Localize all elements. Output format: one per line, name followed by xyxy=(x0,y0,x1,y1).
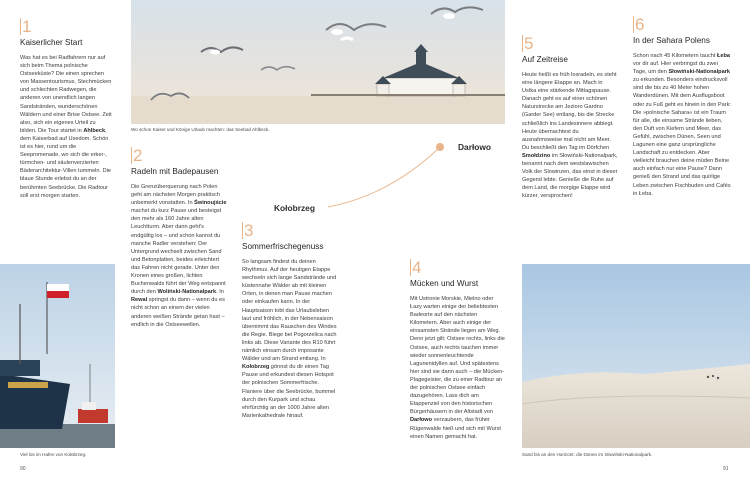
route-map xyxy=(320,135,460,225)
harbour-illustration xyxy=(0,264,115,448)
text-run: im Słowiński-Nationalpark, benannt nach dem westslawischen Volk der Slowinzen, das einst in dieser Gegend lebte. Genieße die Ruhe auf dem Land, die morgige Etappe wird kürzer, versprochen! xyxy=(522,152,618,200)
text-run: machst du kurz Pause und besteigst den mehr als 160 Jahre alten Leuchtturm. Aber dann geht's endgültig los – und schon kannst du manche Radler verstehen: Der Untergrund wechselt zwischen Sand und Betonplatten, beides erleichtert das Fahren nicht gerade. Unter den Kronen eines großen, lichten Buchenwalds führt der Weg entspannt durch den xyxy=(131,208,226,296)
paragraph xyxy=(131,183,227,329)
route-point-darlowo xyxy=(436,143,444,151)
text-run: Heute heißt es früh losradeln, es steht eine längere Etappe an. Mach in Ustka eine stärkende Mittagspause. Danach geht es auf einer schönen Naturstrecke am Jezioro Gardno (Garder See) entlang, bis die Strecke schließlich ins Landesinnere abbiegt. Heute übernachtest du ausnahmsweise mal nicht am Meer. Du beschließt den Tag im Dörfchen xyxy=(522,72,617,151)
place-name: Łeba xyxy=(716,53,731,59)
caption-left: Viel los im Hafen von Kołobrzeg. xyxy=(20,452,87,457)
text-run: . In xyxy=(216,289,224,296)
text-run: Schon nach 45 Kilometern taucht xyxy=(633,53,717,59)
section-body xyxy=(131,183,227,329)
section-body xyxy=(242,258,338,420)
section-title: Sommerfrischegenuss xyxy=(242,242,324,251)
section-6 xyxy=(633,16,731,198)
section-title: Auf Zeitreise xyxy=(522,55,568,64)
section-5 xyxy=(522,35,618,201)
photo-slowinski-dunes xyxy=(522,264,750,448)
section-number: 1 xyxy=(22,17,32,36)
section-body xyxy=(410,295,506,441)
text-run: verzaubern, das früher Rügenwalde hieß und sich mit Wurst einen Namen gemacht hat. xyxy=(410,417,501,440)
section-body xyxy=(522,71,618,201)
text-run: Die Grenzüberquerung nach Polen geht am nächsten Morgen praktisch unbemerkt vonstatten. In xyxy=(131,184,220,207)
route-line xyxy=(328,147,440,207)
place-name: Kołobrzeg xyxy=(242,364,270,371)
section-title: Radeln mit Badepausen xyxy=(131,167,219,176)
paragraph xyxy=(410,295,506,441)
map-label-darlowo: Darłowo xyxy=(458,142,492,152)
text-run: , dem Kaiserbad auf Usedom. Schön ist es hier, rund um die Seepromenade, wo sich die erker-, türmchen- und säulenverzierten Bäderarchitektur-Villen tummeln. Die blaue Stunde erlebst du an der berühmten Seebrücke. Die Radtour soll erst morgen starten. xyxy=(20,127,111,199)
section-number: 3 xyxy=(244,221,254,240)
text-run: gönnst du dir einen Tag Pause und erkundest diesen Hotspot der polnischen Sommerfrische. Flaniere über die Seebrücke, bummel durch den Kurpark und schau ehrfürchtig an der 1000 Jahre alten Marienkathedrale hinauf. xyxy=(242,364,336,419)
place-name: Świnoujście xyxy=(194,200,227,207)
place-name: Rewal xyxy=(131,297,148,304)
section-number: 5 xyxy=(524,34,534,53)
paragraph xyxy=(20,54,112,200)
map-label-kolobrzeg: Kołobrzeg xyxy=(274,203,315,213)
dunes-illustration xyxy=(522,264,750,448)
paragraph xyxy=(522,71,618,201)
paragraph xyxy=(242,258,338,420)
place-name: Słowiński-Nationalpark xyxy=(668,69,730,76)
text-run: vor dir auf. Hier verbringst du zwei Tage, um den xyxy=(633,61,718,76)
photo-ahlbeck-pier xyxy=(131,0,505,124)
section-body xyxy=(20,54,112,200)
page-number-left: 90 xyxy=(20,466,26,472)
section-3 xyxy=(242,222,338,420)
section-number: 4 xyxy=(412,258,422,277)
text-run: Mit Ustronie Morskie, Mielno oder Łazy warten einige der beliebtesten Badeorte auf den nächsten Kilometern. Aber auch einige der einsamsten Strände liegen am Weg. Denn jetzt gilt: Ostsee rechts, links die Ostsee, auch rechts tauchen immer wieder sonnenleuchtende Lagunenidyllen auf. Und spätestens hier sind sie dann auch – die Mücken-Plagegeister, die zu einer Radtour an der polnischen Ostsee einfach dazugehören. Lass dich am Etappenziel von den historischen Bürgerhäusern in der Altstadt von xyxy=(410,296,505,416)
photo-kolobrzeg-harbour xyxy=(0,264,115,448)
section-title: Mücken und Wurst xyxy=(410,279,479,288)
text-run: springst du dann – wenn du es nicht schon an einem der vielen anderen weißen Strände getan hast – endlich in die Ostseewellen. xyxy=(131,297,225,328)
text-run: So langsam findest du deinen Rhythmus. Auf der heutigen Etappe wechseln sich lange Sandstrände und küstennahe Wälder ab mit kleinen Orten, in denen man Pause machen oder einkaufen kann. In der Hauptsaison tobt das Urlaubsleben laut und fröhlich, in der Nebensaison übernimmt das Rauschen des Windes die Regie. Biege bei Pogorzelica nach links ab. Diese Variante des R10 führt nämlich einsam durch imposante Wälder und am Strand entlang. In xyxy=(242,259,337,363)
caption-top: Wo schon Kaiser und Könige Urlaub machten: das Seebad Ahlbeck. xyxy=(131,127,270,132)
place-name: Ahlbeck xyxy=(83,127,106,134)
ahlbeck-pier-illustration xyxy=(131,0,505,124)
section-number: 6 xyxy=(635,15,645,34)
place-name: Woliński-Nationalpark xyxy=(157,289,217,296)
caption-right: Sand bis an den Horizont: die Dünen im Słowiński-Nationalpark. xyxy=(522,452,653,457)
text-run: zu erkunden. Besonders eindrucksvoll sind die bis zu 40 Meter hohen Wanderdünen. Mit dem Ausflugsboot oder zu Fuß geht es hinein in den Park: Die »polnische Sahara« ist ein Traum für alle, die einsame Strände lieben, den Duft von Kiefern und Meer, das Gefühl, zwischen Dünen, Seen und Lagunen eine ganz ursprüngliche Landschaft zu entdecken. Aber vielleicht brauchen deine müden Beine auch einfach nur eine Pause? Dann genieß den Strand und das quirlige Leben zwischen Fischbuden und Cafés in Łeba. xyxy=(633,77,731,197)
section-body xyxy=(633,52,731,198)
section-2 xyxy=(131,147,227,329)
section-1 xyxy=(20,18,112,200)
section-title: In der Sahara Polens xyxy=(633,36,710,45)
text-run: Was hat es bei Radfahrern nur auf sich beim Thema polnische Ostseeküste? Die einen sprechen von Massentourismus, Stechmücken und schlechten Radwegen, die anderen von unendlich langen Sandstränden, wunderschönen Wäldern und einer Brise Ostsee. Zeit also, sich ein eigenes Urteil zu bilden. Die Tour startet in xyxy=(20,55,112,134)
place-name: Darłowo xyxy=(410,417,433,424)
section-4 xyxy=(410,259,506,441)
page-number-right: 91 xyxy=(723,466,729,472)
section-number: 2 xyxy=(133,146,143,165)
place-name: Smołdzino xyxy=(522,152,551,159)
section-title: Kaiserlicher Start xyxy=(20,38,83,47)
paragraph xyxy=(633,52,731,198)
